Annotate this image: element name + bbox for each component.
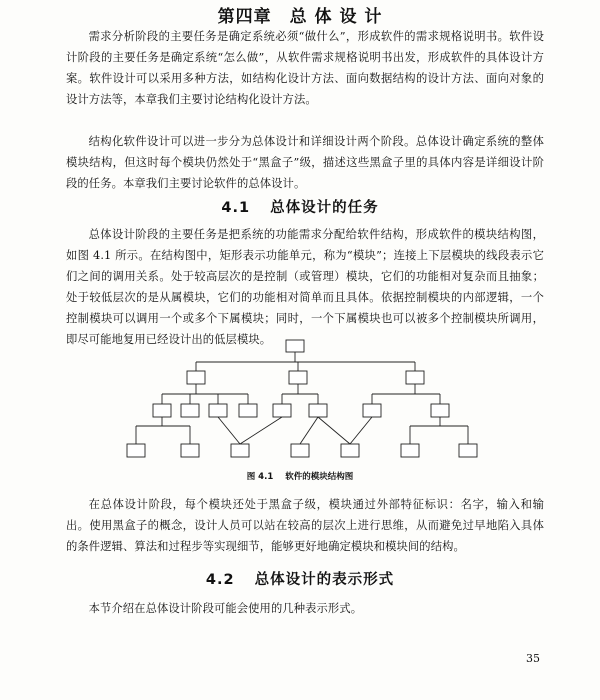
module-box (181, 404, 199, 417)
connector (350, 417, 372, 444)
module-box (406, 371, 424, 384)
connector (218, 417, 240, 444)
figure-caption (0, 470, 600, 482)
section-4-1-paragraph: 总体设计阶段的主要任务是把系统的功能需求分配给软件结构，形成软件的模块结构图，如图 4.1 所示。在结构图中，矩形表示功能单元，称为“模块”；连接上下层模块的线段表示它们之间的调用关系。处于较高层次的是控制（或管理）模块，它们的功能相对复杂而且抽象；处于较低层次的是从属模块，它们的功能相对简单而且具体。依据控制模块的内部逻辑，一个控制模块可以调用一个或多个下属模块；同时，一个下属模块也可以被多个控制模块所调用，即尽可能地复用已经设计出的低层模块。 (66, 228, 544, 346)
module-box (209, 404, 227, 417)
section-4-2-title: 总体设计的表示形式 (254, 572, 395, 588)
chapter-title: 第四章 总 体 设 计 (217, 7, 383, 27)
module-box (239, 404, 257, 417)
section-4-2-heading (0, 568, 600, 589)
section-4-1-paragraph-after-figure: 在总体设计阶段，每个模块还处于黑盒子级，模块通过外部特征标识：名字，输入和输出。使用黑盒子的概念，设计人员可以站在较高的层次上进行思维，从而避免过早地陷入具体的条件逻辑、算法和过程步等实现细节，能够更好地确定模块和模块间的结构。 (66, 498, 544, 553)
module-box (459, 444, 477, 457)
module-box (341, 444, 359, 457)
figure-caption-text: 软件的模块结构图 (285, 472, 354, 482)
module-box (291, 444, 309, 457)
connector (318, 417, 350, 444)
section-4-1-number: 4.1 (221, 200, 251, 216)
section-4-2-number: 4.2 (205, 572, 235, 588)
figure-number: 图 4.1 (246, 472, 274, 482)
module-box (231, 444, 249, 457)
section-4-1-title: 总体设计的任务 (270, 200, 379, 216)
module-box-root (286, 340, 304, 352)
module-box (289, 371, 307, 384)
connector (240, 417, 282, 444)
section-4-1-heading (0, 196, 600, 217)
module-box (127, 444, 145, 457)
module-box (401, 444, 419, 457)
section-4-2-paragraph: 本节介绍在总体设计阶段可能会使用的几种表示形式。 (88, 602, 363, 615)
module-box (431, 404, 449, 417)
module-box (153, 404, 171, 417)
module-box (187, 371, 205, 384)
page-number: 35 (526, 652, 540, 665)
intro-paragraph-2: 结构化软件设计可以进一步分为总体设计和详细设计两个阶段。总体设计确定系统的整体模块结构，但这时每个模块仍然处于“黑盒子”级，描述这些黑盒子里的具体内容是详细设计阶段的任务。本章我们主要讨论软件的总体设计。 (66, 135, 544, 190)
module-box (363, 404, 381, 417)
module-box (273, 404, 291, 417)
module-box (181, 444, 199, 457)
connector (300, 417, 318, 444)
diagram-connectors (136, 352, 468, 444)
intro-paragraph-1: 需求分析阶段的主要任务是确定系统必须“做什么”，形成软件的需求规格说明书。软件设计阶段的主要任务是确定系统“怎么做”，从软件需求规格说明书出发，形成软件的具体设计方案。软件设计可以采用多种方法，如结构化设计方法、面向数据结构的设计方法、面向对象的设计方法等，本章我们主要讨论结构化设计方法。 (66, 30, 544, 106)
module-box (309, 404, 327, 417)
module-structure-diagram (110, 336, 500, 466)
